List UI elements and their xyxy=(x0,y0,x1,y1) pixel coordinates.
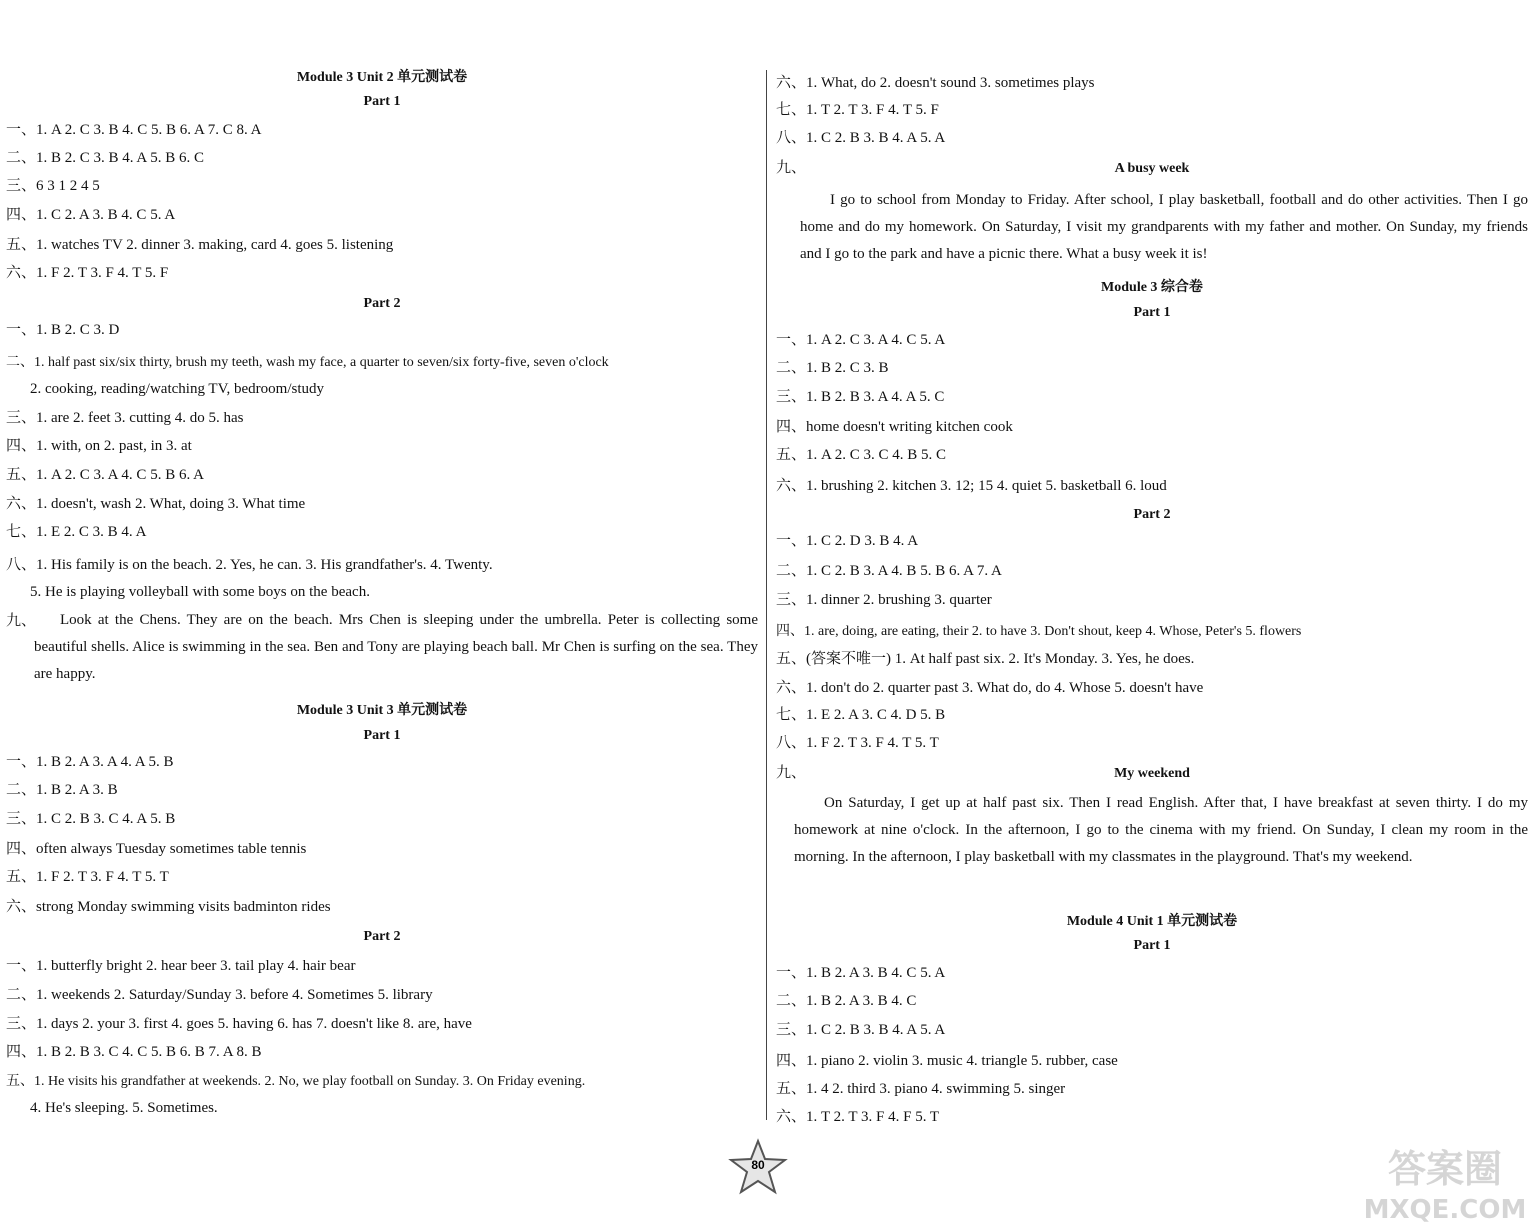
answer-line: 三、1. are 2. feet 3. cutting 4. do 5. has xyxy=(6,410,244,426)
answer-line: 五、1. A 2. C 3. C 4. B 5. C xyxy=(776,447,947,463)
answer-line: 八、1. His family is on the beach. 2. Yes, he can. 3. His grandfather's. 4. Twenty. xyxy=(6,557,493,573)
answer-line: 二、1. B 2. C 3. B 4. A 5. B 6. C xyxy=(6,150,204,166)
answer-line: 三、6 3 1 2 4 5 xyxy=(6,178,100,194)
answer-line: 五、1. A 2. C 3. A 4. C 5. B 6. A xyxy=(6,467,204,483)
section-title: Module 3 综合卷 xyxy=(1101,280,1203,295)
answer-line: 三、1. days 2. your 3. first 4. goes 5. having 6. has 7. doesn't like 8. are, have xyxy=(6,1016,472,1032)
part-title: Part 1 xyxy=(1133,938,1171,953)
answer-line: 二、1. C 2. B 3. A 4. B 5. B 6. A 7. A xyxy=(776,563,1002,579)
column-divider xyxy=(766,70,767,1120)
answer-line: 一、1. C 2. D 3. B 4. A xyxy=(776,533,919,549)
answer-line: 六、1. T 2. T 3. F 4. F 5. T xyxy=(776,1109,940,1125)
section-title: Module 3 Unit 2 单元测试卷 xyxy=(296,70,468,85)
svg-text:答案圈: 答案圈 xyxy=(1387,1147,1503,1191)
part-title: Part 1 xyxy=(1133,305,1171,320)
essay-paragraph: Look at the Chens. They are on the beach. Mrs Chen is sleeping under the umbrella. Peter is collecting some beautiful shells. Alice is swimming in the sea. Ben and Tony are playing beach ball. Mr Chen is surfing on the sea. They are happy. xyxy=(34,612,758,682)
answer-line: 三、1. C 2. B 3. B 4. A 5. A xyxy=(776,1022,946,1038)
essay-paragraph: I go to school from Monday to Friday. After school, I play basketball, football and do other activities. Then I go home and do my homework. On Saturday, I visit my grandparents with my father and mother. On Sunday, my friends and I go to the park and have a picnic there. What a busy week it is! xyxy=(800,192,1528,262)
answer-line: 六、1. don't do 2. quarter past 3. What do, do 4. Whose 5. doesn't have xyxy=(776,680,1204,696)
answer-line: 一、1. A 2. C 3. B 4. C 5. B 6. A 7. C 8. A xyxy=(6,122,262,138)
page-number: 80 xyxy=(751,1158,765,1172)
answer-line: 四、home doesn't writing kitchen cook xyxy=(776,419,1013,435)
part-title: Part 1 xyxy=(363,94,401,109)
answer-line: 四、1. B 2. B 3. C 4. C 5. B 6. B 7. A 8. B xyxy=(6,1044,262,1060)
part-title: Part 2 xyxy=(1133,507,1171,522)
answer-line: 七、1. E 2. C 3. B 4. A xyxy=(6,524,147,540)
essay-title: My weekend xyxy=(1114,766,1190,781)
part-title: Part 1 xyxy=(363,728,401,743)
answer-line: 六、strong Monday swimming visits badminton rides xyxy=(6,899,331,915)
answer-line: 三、1. dinner 2. brushing 3. quarter xyxy=(776,592,992,608)
answer-line: 五、1. 4 2. third 3. piano 4. swimming 5. singer xyxy=(776,1081,1066,1097)
answer-line: 二、1. weekends 2. Saturday/Sunday 3. before 4. Sometimes 5. library xyxy=(6,987,433,1003)
answer-line: 四、1. with, on 2. past, in 3. at xyxy=(6,438,192,454)
essay-label: 九、 xyxy=(6,613,37,629)
essay-label: 九、 xyxy=(776,765,807,781)
answer-line: 四、1. C 2. A 3. B 4. C 5. A xyxy=(6,207,176,223)
answer-line: 4. He's sleeping. 5. Sometimes. xyxy=(30,1100,218,1116)
answer-line: 一、1. B 2. A 3. A 4. A 5. B xyxy=(6,754,174,770)
essay-paragraph: On Saturday, I get up at half past six. Then I read English. After that, I have breakfast at seven thirty. I do my homework at nine o'clock. In the afternoon, I go to the cinema with my friend. On Sunday, I clean my room in the morning. In the afternoon, I play basketball with my classmates in the playground. That's my weekend. xyxy=(794,795,1528,865)
answer-line: 2. cooking, reading/watching TV, bedroom/study xyxy=(30,381,324,397)
answer-line: 六、1. F 2. T 3. F 4. T 5. F xyxy=(6,265,169,281)
part-title: Part 2 xyxy=(363,929,401,944)
answer-line: 5. He is playing volleyball with some boys on the beach. xyxy=(30,584,370,600)
answer-line: 五、(答案不唯一) 1. At half past six. 2. It's Monday. 3. Yes, he does. xyxy=(776,651,1195,667)
answer-line: 四、often always Tuesday sometimes table tennis xyxy=(6,841,307,857)
answer-line: 二、1. B 2. A 3. B xyxy=(6,782,118,798)
answer-line: 四、1. are, doing, are eating, their 2. to have 3. Don't shout, keep 4. Whose, Peter's 5. flowers xyxy=(776,624,1302,639)
answer-line: 二、1. half past six/six thirty, brush my teeth, wash my face, a quarter to seven/six forty-five, seven o'clock xyxy=(6,355,609,370)
answer-line: 四、1. piano 2. violin 3. music 4. triangle 5. rubber, case xyxy=(776,1053,1118,1069)
answer-line: 一、1. B 2. A 3. B 4. C 5. A xyxy=(776,965,946,981)
answer-line: 五、1. He visits his grandfather at weekends. 2. No, we play football on Sunday. 3. On Friday evening. xyxy=(6,1074,586,1089)
essay-label: 九、 xyxy=(776,160,807,176)
answer-line: 二、1. B 2. A 3. B 4. C xyxy=(776,993,917,1009)
part-title: Part 2 xyxy=(363,296,401,311)
answer-line: 一、1. B 2. C 3. D xyxy=(6,322,120,338)
watermark-logo xyxy=(1360,1140,1530,1225)
svg-text:MXQE.COM: MXQE.COM xyxy=(1363,1195,1527,1225)
answer-line: 六、1. brushing 2. kitchen 3. 12; 15 4. quiet 5. basketball 6. loud xyxy=(776,478,1167,494)
answer-line: 一、1. butterfly bright 2. hear beer 3. tail play 4. hair bear xyxy=(6,958,356,974)
answer-line: 三、1. B 2. B 3. A 4. A 5. C xyxy=(776,389,945,405)
answer-line: 二、1. B 2. C 3. B xyxy=(776,360,889,376)
answer-line: 一、1. A 2. C 3. A 4. C 5. A xyxy=(776,332,946,348)
answer-line: 七、1. T 2. T 3. F 4. T 5. F xyxy=(776,102,939,118)
answer-line: 八、1. F 2. T 3. F 4. T 5. T xyxy=(776,735,939,751)
answer-line: 七、1. E 2. A 3. C 4. D 5. B xyxy=(776,707,946,723)
answer-line: 六、1. What, do 2. doesn't sound 3. sometimes plays xyxy=(776,75,1095,91)
answer-line: 五、1. watches TV 2. dinner 3. making, card 4. goes 5. listening xyxy=(6,237,394,253)
answer-line: 六、1. doesn't, wash 2. What, doing 3. What time xyxy=(6,496,306,512)
answer-line: 三、1. C 2. B 3. C 4. A 5. B xyxy=(6,811,176,827)
section-title: Module 3 Unit 3 单元测试卷 xyxy=(296,703,468,718)
answer-line: 八、1. C 2. B 3. B 4. A 5. A xyxy=(776,130,946,146)
answer-line: 五、1. F 2. T 3. F 4. T 5. T xyxy=(6,869,169,885)
section-title: Module 4 Unit 1 单元测试卷 xyxy=(1066,914,1238,929)
essay-title: A busy week xyxy=(1114,161,1190,176)
